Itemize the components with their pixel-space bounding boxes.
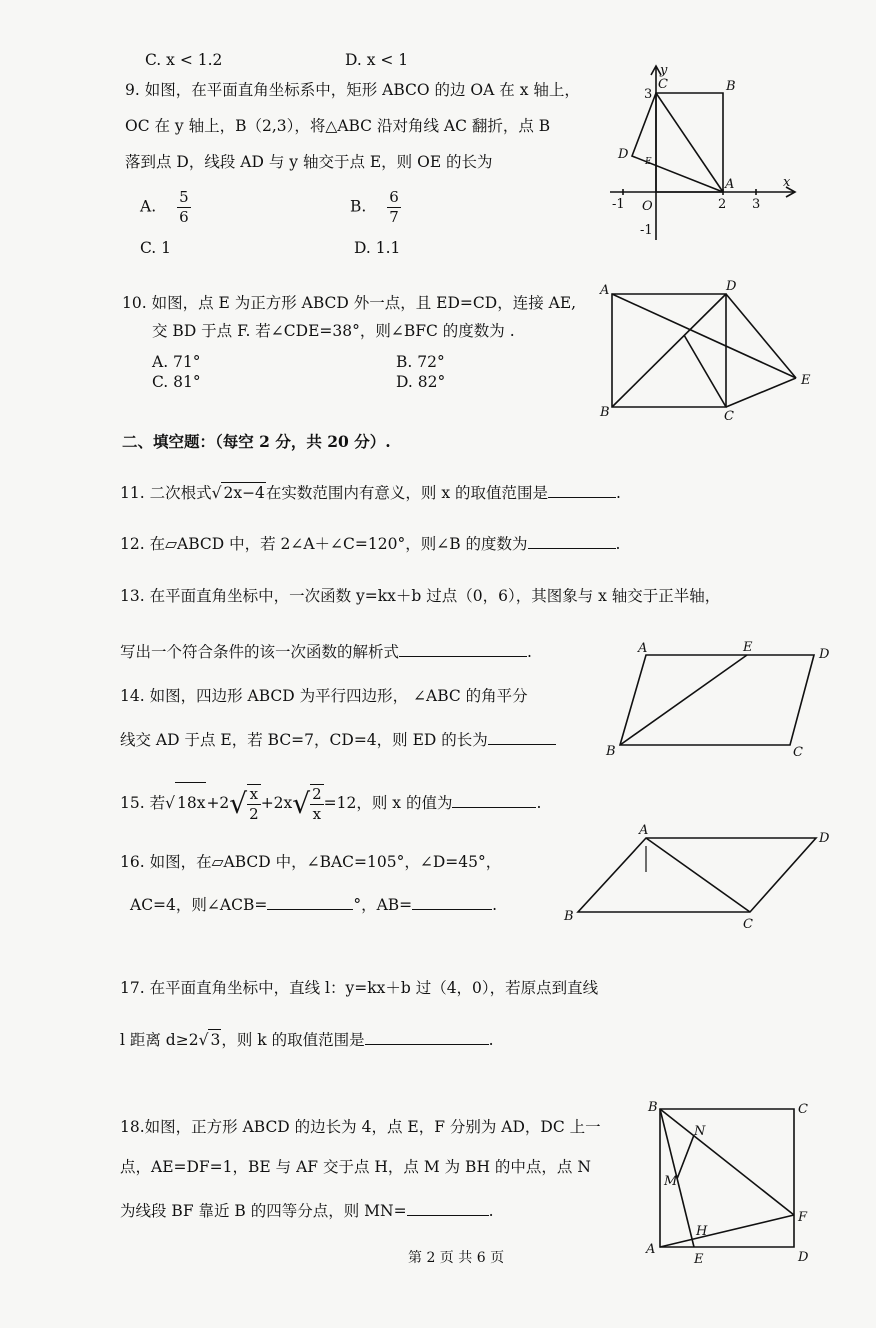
q9-tick-label-neg1x: -1 (612, 197, 625, 212)
q9-b-numerator: 6 (389, 188, 399, 206)
q12-answer-blank[interactable] (528, 532, 616, 549)
q9-tick-label-3x: 3 (752, 197, 761, 212)
q13-answer-blank[interactable] (399, 640, 527, 657)
q14-label-d: D (819, 647, 830, 662)
q13-line2 (120, 640, 532, 662)
q14-parallelogram (620, 655, 814, 745)
q18-line-bf (660, 1109, 794, 1215)
q14-label-b: B (606, 744, 616, 759)
q17-line1: 17. 在平面直角坐标中，直线 l：y=kx＋b 过（4，0），若原点到直线 (120, 979, 599, 997)
q16-answer-blank-1[interactable] (267, 893, 353, 910)
q15-radical-2: √ (229, 787, 248, 820)
q11 (120, 481, 621, 503)
page-footer: 第 2 页 共 6 页 (408, 1250, 505, 1266)
q9-line2: OC 在 y 轴上，B（2,3），将△ABC 沿对角线 AC 翻折，点 B (125, 117, 551, 135)
q10-diagonal-bd (612, 294, 726, 407)
q9-b-fraction (387, 188, 401, 227)
q9-label-e: E (645, 157, 652, 167)
q10-option-d: D. 82° (396, 373, 446, 391)
q14-answer-blank[interactable] (488, 728, 556, 745)
q10-line2: 交 BD 于点 F. 若∠CDE=38°，则∠BFC 的度数为 . (152, 322, 515, 340)
q15-fraction-2 (310, 784, 324, 824)
q16-answer-blank-2[interactable] (412, 893, 492, 910)
q10-line-ae (612, 294, 796, 378)
q9-folded-triangle (632, 93, 723, 192)
q12-text: 12. 在▱ABCD 中，若 2∠A＋∠C=120°，则∠B 的度数为 (120, 535, 528, 553)
q9-figure (600, 60, 800, 250)
q11-pre: 11. 二次根式 (120, 484, 212, 502)
q18-line3-text: 为线段 BF 靠近 B 的四等分点，则 MN= (120, 1202, 407, 1220)
q18-label-b: B (648, 1100, 658, 1115)
q17-end: . (488, 1031, 494, 1049)
q15-plus1: +2 (206, 794, 230, 812)
q11-post: 在实数范围内有意义，则 x 的取值范围是 (265, 484, 549, 502)
q18-label-e: E (694, 1252, 704, 1267)
q15-radicand-1: 18x (175, 782, 206, 823)
q17-radicand: 3 (210, 1031, 221, 1049)
q9-a-denominator: 6 (179, 208, 189, 226)
q10-line-ce (726, 378, 796, 407)
q8-option-d: D. x < 1 (345, 51, 409, 69)
q18-figure (640, 1095, 820, 1275)
q14-line2-text: 线交 AD 于点 E，若 BC=7，CD=4，则 ED 的长为 (120, 731, 488, 749)
q18-label-f: F (798, 1210, 808, 1225)
q14-label-c: C (793, 745, 803, 760)
q17-post2: ，则 k 的取值范围是 (221, 1031, 365, 1049)
q16-line1: 16. 如图，在▱ABCD 中，∠BAC=105°，∠D=45°， (120, 853, 502, 871)
q18-square (660, 1109, 794, 1247)
q15-end: . (536, 794, 542, 812)
q16-pre2: AC=4，则∠ACB= (130, 896, 268, 914)
q15-f2-numerator: 2 (312, 785, 322, 803)
q15-answer-blank[interactable] (452, 791, 536, 808)
q18-line3 (120, 1199, 494, 1221)
q10-option-c: C. 81° (152, 373, 201, 391)
q15-pre: 15. 若 (120, 794, 166, 812)
q9-option-d: D. 1.1 (354, 239, 401, 257)
q18-line2: 点，AE=DF=1，BE 与 AF 交于点 H，点 M 为 BH 的中点，点 N (120, 1158, 591, 1176)
q18-label-n: N (694, 1124, 706, 1139)
q16-diagonal-ac (646, 838, 750, 912)
q9-label-c: C (658, 77, 668, 92)
q18-label-m: M (664, 1174, 678, 1189)
q18-end: . (488, 1202, 494, 1220)
q18-label-h: H (696, 1224, 708, 1239)
q12-end: . (615, 535, 621, 553)
q18-line-af (660, 1215, 794, 1247)
q11-radicand: 2x−4 (223, 484, 265, 502)
q10-option-a: A. 71° (152, 353, 201, 371)
q14-bisector-be (620, 655, 747, 745)
q16-figure (560, 820, 840, 935)
q16-label-d: D (819, 831, 830, 846)
q18-label-c: C (798, 1102, 808, 1117)
q15 (120, 782, 541, 824)
q9-diagonal-ac (656, 93, 723, 192)
q10-label-d: D (726, 279, 737, 294)
q10-line-de (726, 294, 796, 378)
section-fill-in-title: 二、填空题：（每空 2 分，共 20 分）. (122, 432, 391, 451)
q9-a-fraction (177, 188, 191, 227)
q15-f1-numerator: x (247, 785, 261, 805)
q16-line2 (130, 893, 497, 915)
q9-option-a (140, 188, 191, 227)
q16-label-c: C (743, 917, 753, 932)
q9-a-numerator: 5 (179, 188, 189, 206)
q15-radical-1: √ 18x (165, 782, 206, 823)
q17-radical: √ 3 (198, 1031, 221, 1049)
q10-figure (596, 280, 816, 425)
q13-end: . (527, 643, 532, 661)
q9-label-d: D (618, 147, 629, 162)
q15-eq: =12，则 x 的值为 (323, 794, 453, 812)
q10-label-e: E (801, 373, 811, 388)
q18-label-a: A (646, 1242, 656, 1257)
q16-label-a: A (639, 823, 649, 838)
q18-answer-blank[interactable] (407, 1199, 489, 1216)
q16-end: . (492, 896, 498, 914)
q14-figure (600, 638, 840, 763)
q10-label-a: A (600, 283, 610, 298)
q11-end: . (616, 484, 621, 502)
q9-tick-label-neg1y: -1 (640, 223, 653, 238)
q9-line1: 9. 如图，在平面直角坐标系中，矩形 ABCO 的边 OA 在 x 轴上， (125, 81, 580, 99)
q17-answer-blank[interactable] (365, 1028, 489, 1045)
q18-line1: 18.如图，正方形 ABCD 的边长为 4，点 E，F 分别为 AD，DC 上一 (120, 1118, 601, 1136)
q14-label-a: A (638, 641, 648, 656)
q15-radical-3: √ (292, 787, 311, 820)
q9-b-denominator: 7 (389, 208, 399, 226)
q14-label-e: E (743, 640, 753, 655)
q10-line1: 10. 如图，点 E 为正方形 ABCD 外一点，且 ED=CD，连接 AE, (122, 294, 577, 312)
q9-option-b (350, 188, 401, 227)
q9-tick-label-2: 2 (718, 197, 727, 212)
q9-label-b: B (726, 79, 736, 94)
q11-answer-blank[interactable] (548, 481, 616, 498)
q9-line3: 落到点 D，线段 AD 与 y 轴交于点 E，则 OE 的长为 (125, 153, 493, 171)
q17-pre2: l 距离 d≥2 (120, 1031, 199, 1049)
q9-b-label: B. (350, 197, 367, 216)
q11-radical: √ 2x−4 (211, 484, 265, 502)
q9-option-c: C. 1 (140, 239, 172, 257)
q15-plus2: +2x (260, 794, 293, 812)
q18-line-mn (677, 1135, 694, 1179)
q9-label-y: y (660, 63, 668, 78)
q15-f2-denominator: x (312, 805, 322, 823)
q10-label-c: C (724, 409, 734, 424)
q16-mid2: °，AB= (353, 896, 413, 914)
q9-label-a: A (725, 177, 735, 192)
q17-line2 (120, 1028, 494, 1050)
q12 (120, 532, 620, 554)
q10-line-fc (684, 335, 726, 407)
q9-label-o: O (642, 199, 653, 214)
q15-f1-denominator: 2 (249, 805, 259, 823)
q18-label-d: D (798, 1250, 809, 1265)
q9-tick-label-3y: 3 (644, 87, 653, 102)
q14-line2 (120, 728, 556, 750)
q10-option-b: B. 72° (396, 353, 445, 371)
q9-label-x: x (783, 175, 791, 190)
q15-fraction-1 (247, 784, 261, 824)
q9-a-label: A. (140, 197, 157, 216)
q13-line2-text: 写出一个符合条件的该一次函数的解析式 (120, 643, 400, 661)
q8-option-c: C. x < 1.2 (145, 51, 223, 69)
q10-label-b: B (600, 405, 610, 420)
q14-line1: 14. 如图，四边形 ABCD 为平行四边形， ∠ABC 的角平分 (120, 687, 528, 705)
q16-label-b: B (564, 909, 574, 924)
q13-line1: 13. 在平面直角坐标中，一次函数 y=kx＋b 过点（0，6），其图象与 x 轴交于正半轴， (120, 587, 721, 605)
